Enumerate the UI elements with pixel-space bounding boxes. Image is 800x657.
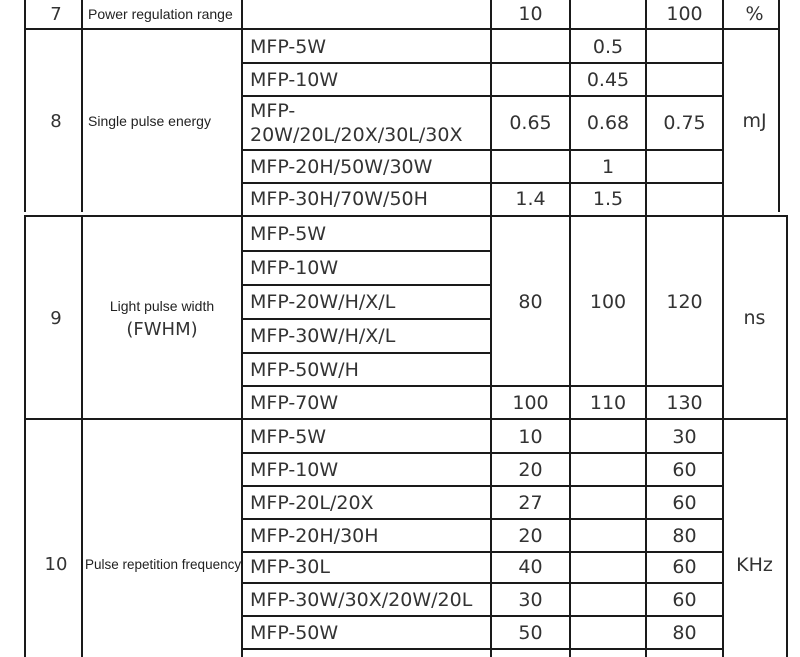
grid-line xyxy=(241,250,492,252)
value-min: 40 xyxy=(518,556,543,578)
parameter-name: Pulse repetition frequency xyxy=(85,557,242,572)
model-label: MFP-5W xyxy=(250,35,327,58)
model-label: MFP-10W xyxy=(250,257,339,279)
value-max: 60 xyxy=(672,458,697,481)
grid-line xyxy=(241,452,724,454)
unit: % xyxy=(745,3,764,25)
unit: ns xyxy=(743,307,766,329)
grid-line xyxy=(241,582,724,584)
grid-line xyxy=(241,0,243,657)
model-label: MFP-70W xyxy=(250,391,339,414)
parameter-name-line2: (FWHM) xyxy=(126,319,198,340)
row-number: 7 xyxy=(50,3,62,25)
grid-line xyxy=(722,0,724,657)
value-max: 130 xyxy=(666,391,703,414)
value-min: 50 xyxy=(518,621,543,644)
value-typ: 0.45 xyxy=(586,68,630,91)
value-max: 80 xyxy=(672,621,697,644)
value-max: 80 xyxy=(672,524,697,547)
grid-line xyxy=(241,182,724,184)
model-label: MFP-30L xyxy=(250,556,330,578)
grid-line xyxy=(241,648,724,650)
value-min: 1.4 xyxy=(515,187,546,210)
parameter-name xyxy=(82,217,242,419)
value-min: 10 xyxy=(518,425,543,448)
model-label: MFP-5W xyxy=(250,223,327,245)
grid-line xyxy=(241,518,724,520)
model-label: MFP-20L/20X xyxy=(250,491,374,514)
value-min: 20 xyxy=(518,458,543,481)
grid-line xyxy=(24,418,788,420)
value-typ: 110 xyxy=(589,391,627,414)
value-typ: 0.68 xyxy=(586,112,630,134)
grid-line xyxy=(241,62,724,64)
grid-line xyxy=(241,95,724,97)
grid-line xyxy=(241,318,492,320)
grid-line xyxy=(24,215,26,657)
model-label-line2: 20W/20L/20X/30L/30X xyxy=(250,124,463,146)
value-max: 120 xyxy=(666,290,703,313)
value-typ: 100 xyxy=(589,290,627,313)
grid-line xyxy=(786,215,788,657)
value-max: 100 xyxy=(666,3,703,25)
row-number: 8 xyxy=(50,110,62,132)
grid-line xyxy=(241,149,724,151)
grid-line xyxy=(24,28,780,30)
value-min: 10 xyxy=(518,3,543,25)
value-min: 30 xyxy=(518,588,543,611)
model-label xyxy=(242,96,491,150)
model-label: MFP-30W/30X/20W/20L xyxy=(250,588,473,611)
value-typ: 1.5 xyxy=(592,187,624,210)
value-min: 20 xyxy=(518,524,543,547)
value-max: 60 xyxy=(672,588,697,611)
grid-line xyxy=(645,0,647,657)
model-label: MFP-20W/H/X/L xyxy=(250,291,396,313)
value-typ: 0.5 xyxy=(592,35,624,58)
model-label: MFP-10W xyxy=(250,458,339,481)
parameter-name: Single pulse energy xyxy=(88,113,211,129)
grid-line xyxy=(241,551,724,553)
model-label: MFP-50W xyxy=(250,621,339,644)
value-min: 27 xyxy=(518,491,543,514)
model-label: MFP-5W xyxy=(250,425,327,448)
value-min: 80 xyxy=(518,290,543,313)
grid-line xyxy=(241,284,492,286)
model-label-line1: MFP- xyxy=(250,100,296,122)
unit: mJ xyxy=(742,110,767,132)
row-number: 10 xyxy=(44,554,68,575)
value-max: 0.75 xyxy=(663,112,706,134)
parameter-name: Power regulation range xyxy=(88,6,233,22)
model-label: MFP-20H/30H xyxy=(250,524,379,547)
value-min: 0.65 xyxy=(509,112,552,134)
grid-line xyxy=(24,0,26,212)
grid-line xyxy=(241,352,492,354)
grid-line xyxy=(778,0,780,212)
parameter-name-line1: Light pulse width xyxy=(109,298,215,314)
row-number: 9 xyxy=(50,307,62,329)
model-label: MFP-30W/H/X/L xyxy=(250,325,396,347)
grid-line xyxy=(24,215,788,217)
grid-line xyxy=(241,615,724,617)
grid-line xyxy=(490,0,492,657)
model-label: MFP-50W/H xyxy=(250,358,359,381)
value-max: 60 xyxy=(672,491,697,514)
value-max: 30 xyxy=(672,425,697,448)
model-label: MFP-30H/70W/50H xyxy=(250,187,428,210)
value-max: 60 xyxy=(672,556,697,578)
grid-line xyxy=(81,215,83,657)
unit: KHz xyxy=(736,553,773,576)
grid-line xyxy=(81,0,83,212)
grid-line xyxy=(241,385,724,387)
grid-line xyxy=(241,485,724,487)
value-typ: 1 xyxy=(601,155,615,178)
model-label: MFP-20H/50W/30W xyxy=(250,155,433,178)
grid-line xyxy=(569,0,571,657)
model-label: MFP-10W xyxy=(250,68,339,91)
value-min: 100 xyxy=(512,391,549,414)
